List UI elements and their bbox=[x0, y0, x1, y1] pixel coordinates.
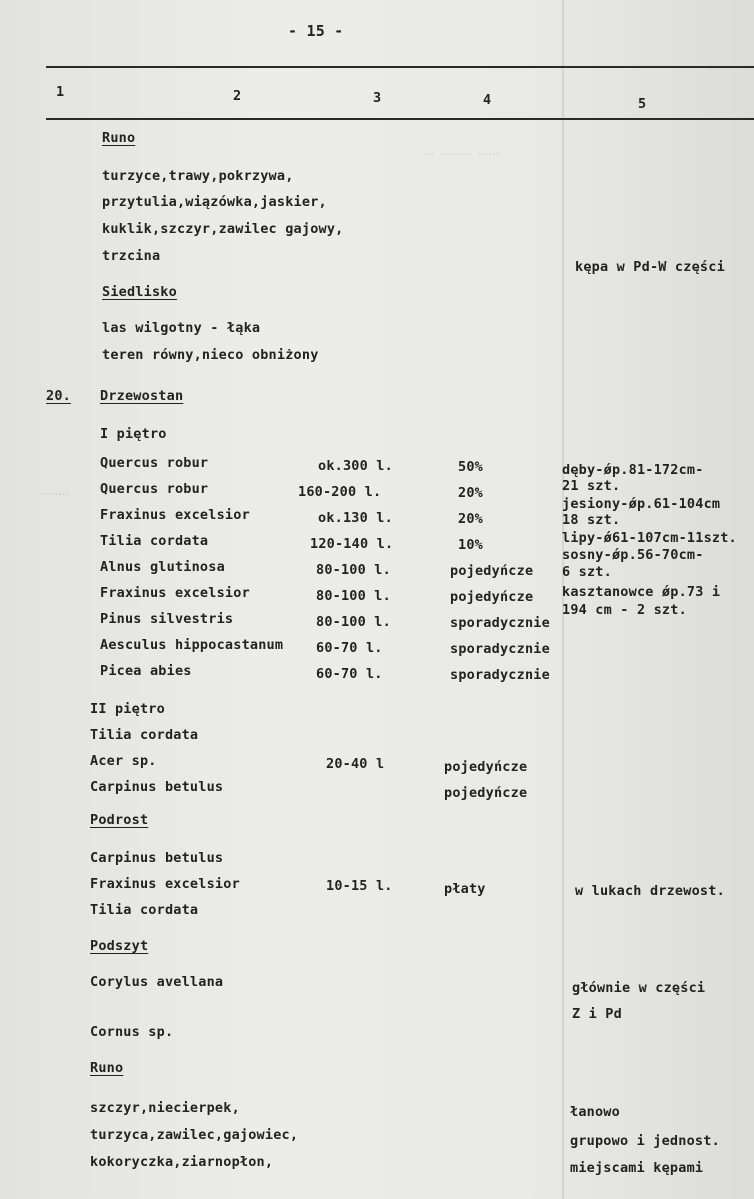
species-age: 60-70 l. bbox=[316, 666, 383, 682]
species-name: Carpinus betulus bbox=[90, 779, 224, 795]
species-name: Quercus robur bbox=[100, 455, 209, 471]
podrost-note: w lukach drzewost. bbox=[575, 883, 725, 899]
runo-line: kokoryczka,ziarnopłon, bbox=[90, 1154, 274, 1170]
tree-count-note: jesiony-ǿp.61-104cm bbox=[562, 496, 721, 512]
subheading-pietro-2: II piętro bbox=[90, 701, 165, 717]
species-share: 20% bbox=[458, 511, 483, 527]
species-name: Tilia cordata bbox=[90, 902, 199, 918]
bleed-through-text: ‥‥ ‥‥‥‥ ‥‥‥ bbox=[420, 145, 500, 158]
species-share: pojedyńcze bbox=[444, 759, 528, 775]
species-share: płaty bbox=[444, 881, 486, 897]
species-age: 60-70 l. bbox=[316, 640, 383, 656]
header-rule-top bbox=[46, 66, 754, 68]
species-name: Alnus glutinosa bbox=[100, 559, 225, 575]
species-name: Fraxinus excelsior bbox=[90, 876, 240, 892]
species-name: Picea abies bbox=[100, 663, 192, 679]
species-age: 80-100 l. bbox=[316, 562, 391, 578]
species-age: ok.130 l. bbox=[318, 510, 393, 526]
runo-line: trzcina bbox=[102, 248, 161, 264]
section-heading-podrost: Podrost bbox=[90, 812, 149, 828]
species-share: pojedyńcze bbox=[450, 563, 534, 579]
siedlisko-line: teren równy,nieco obniżony bbox=[102, 347, 319, 363]
tree-count-note: 21 szt. bbox=[562, 478, 621, 494]
species-age: 10-15 l. bbox=[326, 878, 393, 894]
podszyt-note: głównie w części bbox=[572, 980, 706, 996]
section-heading-siedlisko: Siedlisko bbox=[102, 284, 177, 300]
species-age: 80-100 l. bbox=[316, 588, 391, 604]
column-number-1: 1 bbox=[56, 84, 65, 100]
species-share: sporadycznie bbox=[450, 667, 550, 683]
podszyt-note: Z i Pd bbox=[572, 1006, 622, 1022]
column-number-5: 5 bbox=[638, 96, 647, 112]
species-age: 160-200 l. bbox=[298, 484, 382, 500]
species-age: 80-100 l. bbox=[316, 614, 391, 630]
species-name: Acer sp. bbox=[90, 753, 157, 769]
species-name: Tilia cordata bbox=[90, 727, 199, 743]
species-age: 120-140 l. bbox=[310, 536, 394, 552]
species-age: ok.300 l. bbox=[318, 458, 393, 474]
runo-note: łanowo bbox=[570, 1104, 620, 1120]
section-heading-runo: Runo bbox=[102, 130, 136, 146]
runo-line: przytulia,wiązówka,jaskier, bbox=[102, 194, 327, 210]
species-name: Cornus sp. bbox=[90, 1024, 174, 1040]
species-name: Fraxinus excelsior bbox=[100, 585, 250, 601]
section-number: 20. bbox=[46, 388, 71, 404]
runo-line: kuklik,szczyr,zawilec gajowy, bbox=[102, 221, 344, 237]
column-number-2: 2 bbox=[233, 88, 242, 104]
species-name: Fraxinus excelsior bbox=[100, 507, 250, 523]
species-age: 20-40 l bbox=[326, 756, 385, 772]
species-share: pojedyńcze bbox=[450, 589, 534, 605]
species-name: Corylus avellana bbox=[90, 974, 224, 990]
section-heading-podszyt: Podszyt bbox=[90, 938, 149, 954]
species-share: pojedyńcze bbox=[444, 785, 528, 801]
header-rule-bottom bbox=[46, 118, 754, 120]
tree-count-note: sosny-ǿp.56-70cm- bbox=[562, 547, 704, 563]
tree-count-note: lipy-ǿ61-107cm-11szt. bbox=[562, 530, 737, 546]
species-share: sporadycznie bbox=[450, 641, 550, 657]
species-name: Carpinus betulus bbox=[90, 850, 224, 866]
column-number-4: 4 bbox=[483, 92, 492, 108]
runo-line: szczyr,niecierpek, bbox=[90, 1100, 240, 1116]
page-number: - 15 - bbox=[288, 22, 344, 40]
species-name: Aesculus hippocastanum bbox=[100, 637, 284, 653]
bleed-through-text: ‥‥‥‥ bbox=[40, 485, 70, 498]
species-share: 20% bbox=[458, 485, 483, 501]
column-number-3: 3 bbox=[373, 90, 382, 106]
species-name: Tilia cordata bbox=[100, 533, 209, 549]
species-name: Quercus robur bbox=[100, 481, 209, 497]
runo-note: kępa w Pd-W części bbox=[575, 259, 725, 275]
runo-line: turzyca,zawilec,gajowiec, bbox=[90, 1127, 299, 1143]
species-share: 50% bbox=[458, 459, 483, 475]
species-share: 10% bbox=[458, 537, 483, 553]
runo-note: miejscami kępami bbox=[570, 1160, 704, 1176]
subheading-pietro-1: I piętro bbox=[100, 426, 167, 442]
tree-count-note: 194 cm - 2 szt. bbox=[562, 602, 687, 618]
runo-note: grupowo i jednost. bbox=[570, 1133, 720, 1149]
tree-count-note: kasztanowce ǿp.73 i bbox=[562, 584, 721, 600]
tree-count-note: dęby-ǿp.81-172cm- bbox=[562, 462, 704, 478]
tree-count-note: 6 szt. bbox=[562, 564, 612, 580]
species-share: sporadycznie bbox=[450, 615, 550, 631]
tree-count-note: 18 szt. bbox=[562, 512, 621, 528]
runo-line: turzyce,trawy,pokrzywa, bbox=[102, 168, 294, 184]
section-heading-drzewostan: Drzewostan bbox=[100, 388, 184, 404]
section-heading-runo: Runo bbox=[90, 1060, 124, 1076]
siedlisko-line: las wilgotny - łąka bbox=[102, 320, 261, 336]
species-name: Pinus silvestris bbox=[100, 611, 234, 627]
